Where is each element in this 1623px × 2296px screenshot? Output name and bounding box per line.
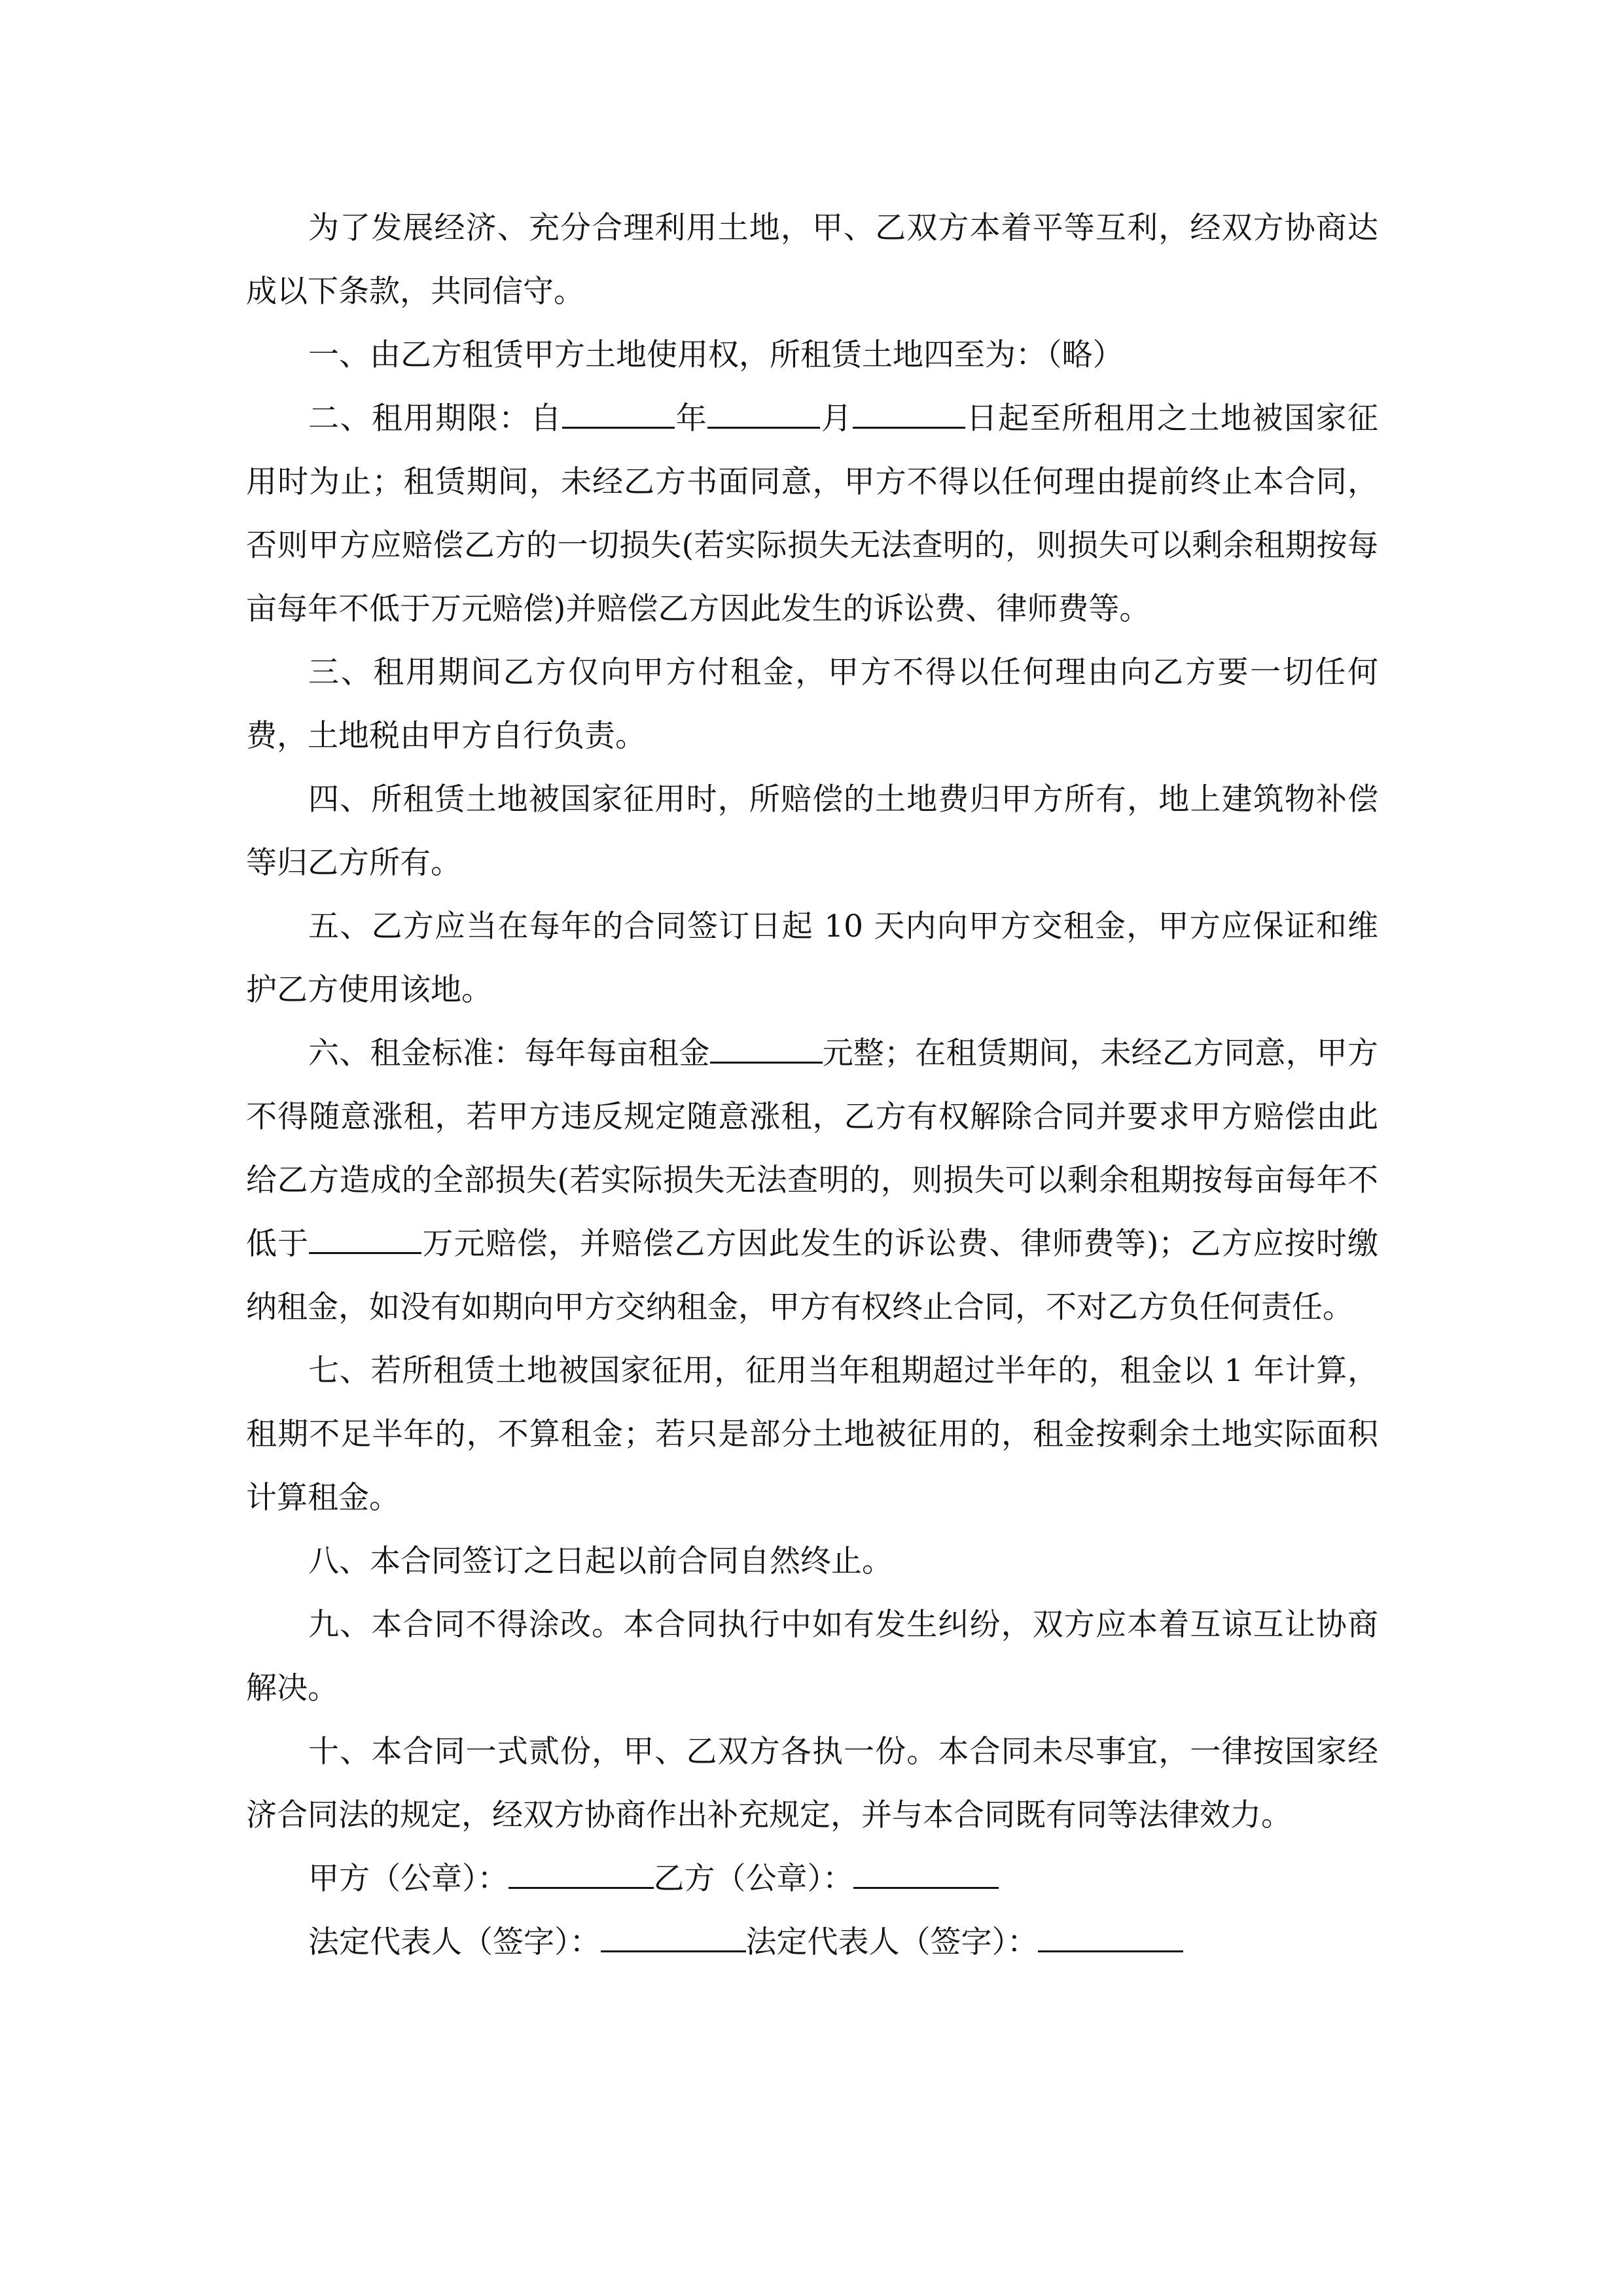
rent-amount-blank: [710, 1061, 823, 1064]
clause-1: 一、由乙方租赁甲方土地使用权，所租赁土地四至为：（略）: [308, 337, 1124, 373]
party-a-seal-label: 甲方（公章）：: [308, 1861, 508, 1897]
party-b-seal-blank: [853, 1886, 999, 1889]
clause-6-text-b: 元整；在租赁期间，未经乙方同意，甲方不得随意涨租，若甲方违反规定随意涨租，乙方有权解除合同并要求甲方赔偿由此给乙方造成的全部损失(若实际损失无法查明的，则损失可以剩余租期按每亩每年不低于: [246, 1035, 1378, 1262]
clause-2-text-rest: 日起至所租用之土地被国家征用时为止；租赁期间，未经乙方书面同意，甲方不得以任何理由提前终止本合同，否则甲方应赔偿乙方的一切损失(若实际损失无法查明的，则损失可以剩余租期按每亩每年不低于万元赔偿)并赔偿乙方因此发生的诉讼费、律师费等。: [246, 401, 1379, 627]
clause-3: 三、租用期间乙方仅向甲方付租金，甲方不得以任何理由向乙方要一切任何费，土地税由甲方自行负责。: [246, 655, 1378, 754]
clause-7: 七、若所租赁土地被国家征用，征用当年租期超过半年的，租金以 1 年计算，租期不足半年的，不算租金；若只是部分土地被征用的，租金按剩余土地实际面积计算租金。: [246, 1353, 1378, 1516]
clause-9: 九、本合同不得涂改。本合同执行中如有发生纠纷，双方应本着互谅互让协商解决。: [246, 1607, 1378, 1706]
party-b-rep-label: 法定代表人（签字）：: [745, 1924, 1038, 1960]
start-month-blank: [707, 426, 820, 429]
representative-signature-line: [246, 1910, 1378, 1974]
contract-body: [246, 196, 1378, 1974]
clause-2-month-label: 月: [820, 401, 853, 437]
clause-2-text-a: 二、租用期限：自: [308, 401, 563, 437]
intro-paragraph: 为了发展经济、充分合理利用土地，甲、乙双方本着平等互利，经双方协商达成以下条款，共同信守。: [246, 210, 1378, 310]
clause-6-text-a: 六、租金标准：每年每亩租金: [308, 1035, 710, 1071]
clause-4: 四、所租赁土地被国家征用时，所赔偿的土地费归甲方所有，地上建筑物补偿等归乙方所有。: [246, 781, 1378, 881]
start-year-blank: [562, 426, 675, 429]
clause-8: 八、本合同签订之日起以前合同自然终止。: [308, 1543, 893, 1579]
party-b-seal-label: 乙方（公章）：: [653, 1861, 853, 1897]
party-a-seal-blank: [508, 1886, 654, 1889]
clause-6: [246, 1022, 1378, 1339]
clause-2: [246, 387, 1378, 641]
party-b-rep-blank: [1038, 1950, 1183, 1952]
compensation-amount-blank: [309, 1251, 421, 1254]
clause-5: 五、乙方应当在每年的合同签订日起 10 天内向甲方交租金，甲方应保证和维护乙方使用该地。: [246, 908, 1378, 1008]
clause-2-year-label: 年: [675, 401, 708, 437]
start-day-blank: [853, 426, 965, 429]
party-a-rep-label: 法定代表人（签字）：: [308, 1924, 601, 1960]
clause-10: 十、本合同一式贰份，甲、乙双方各执一份。本合同未尽事宜，一律按国家经济合同法的规定，经双方协商作出补充规定，并与本合同既有同等法律效力。: [246, 1734, 1378, 1833]
clause-6-text-c: 万元赔偿，并赔偿乙方因此发生的诉讼费、律师费等)；乙方应按时缴纳租金，如没有如期向甲方交纳租金，甲方有权终止合同，不对乙方负任何责任。: [246, 1226, 1378, 1325]
seal-signature-line: [246, 1847, 1378, 1910]
party-a-rep-blank: [601, 1950, 746, 1952]
